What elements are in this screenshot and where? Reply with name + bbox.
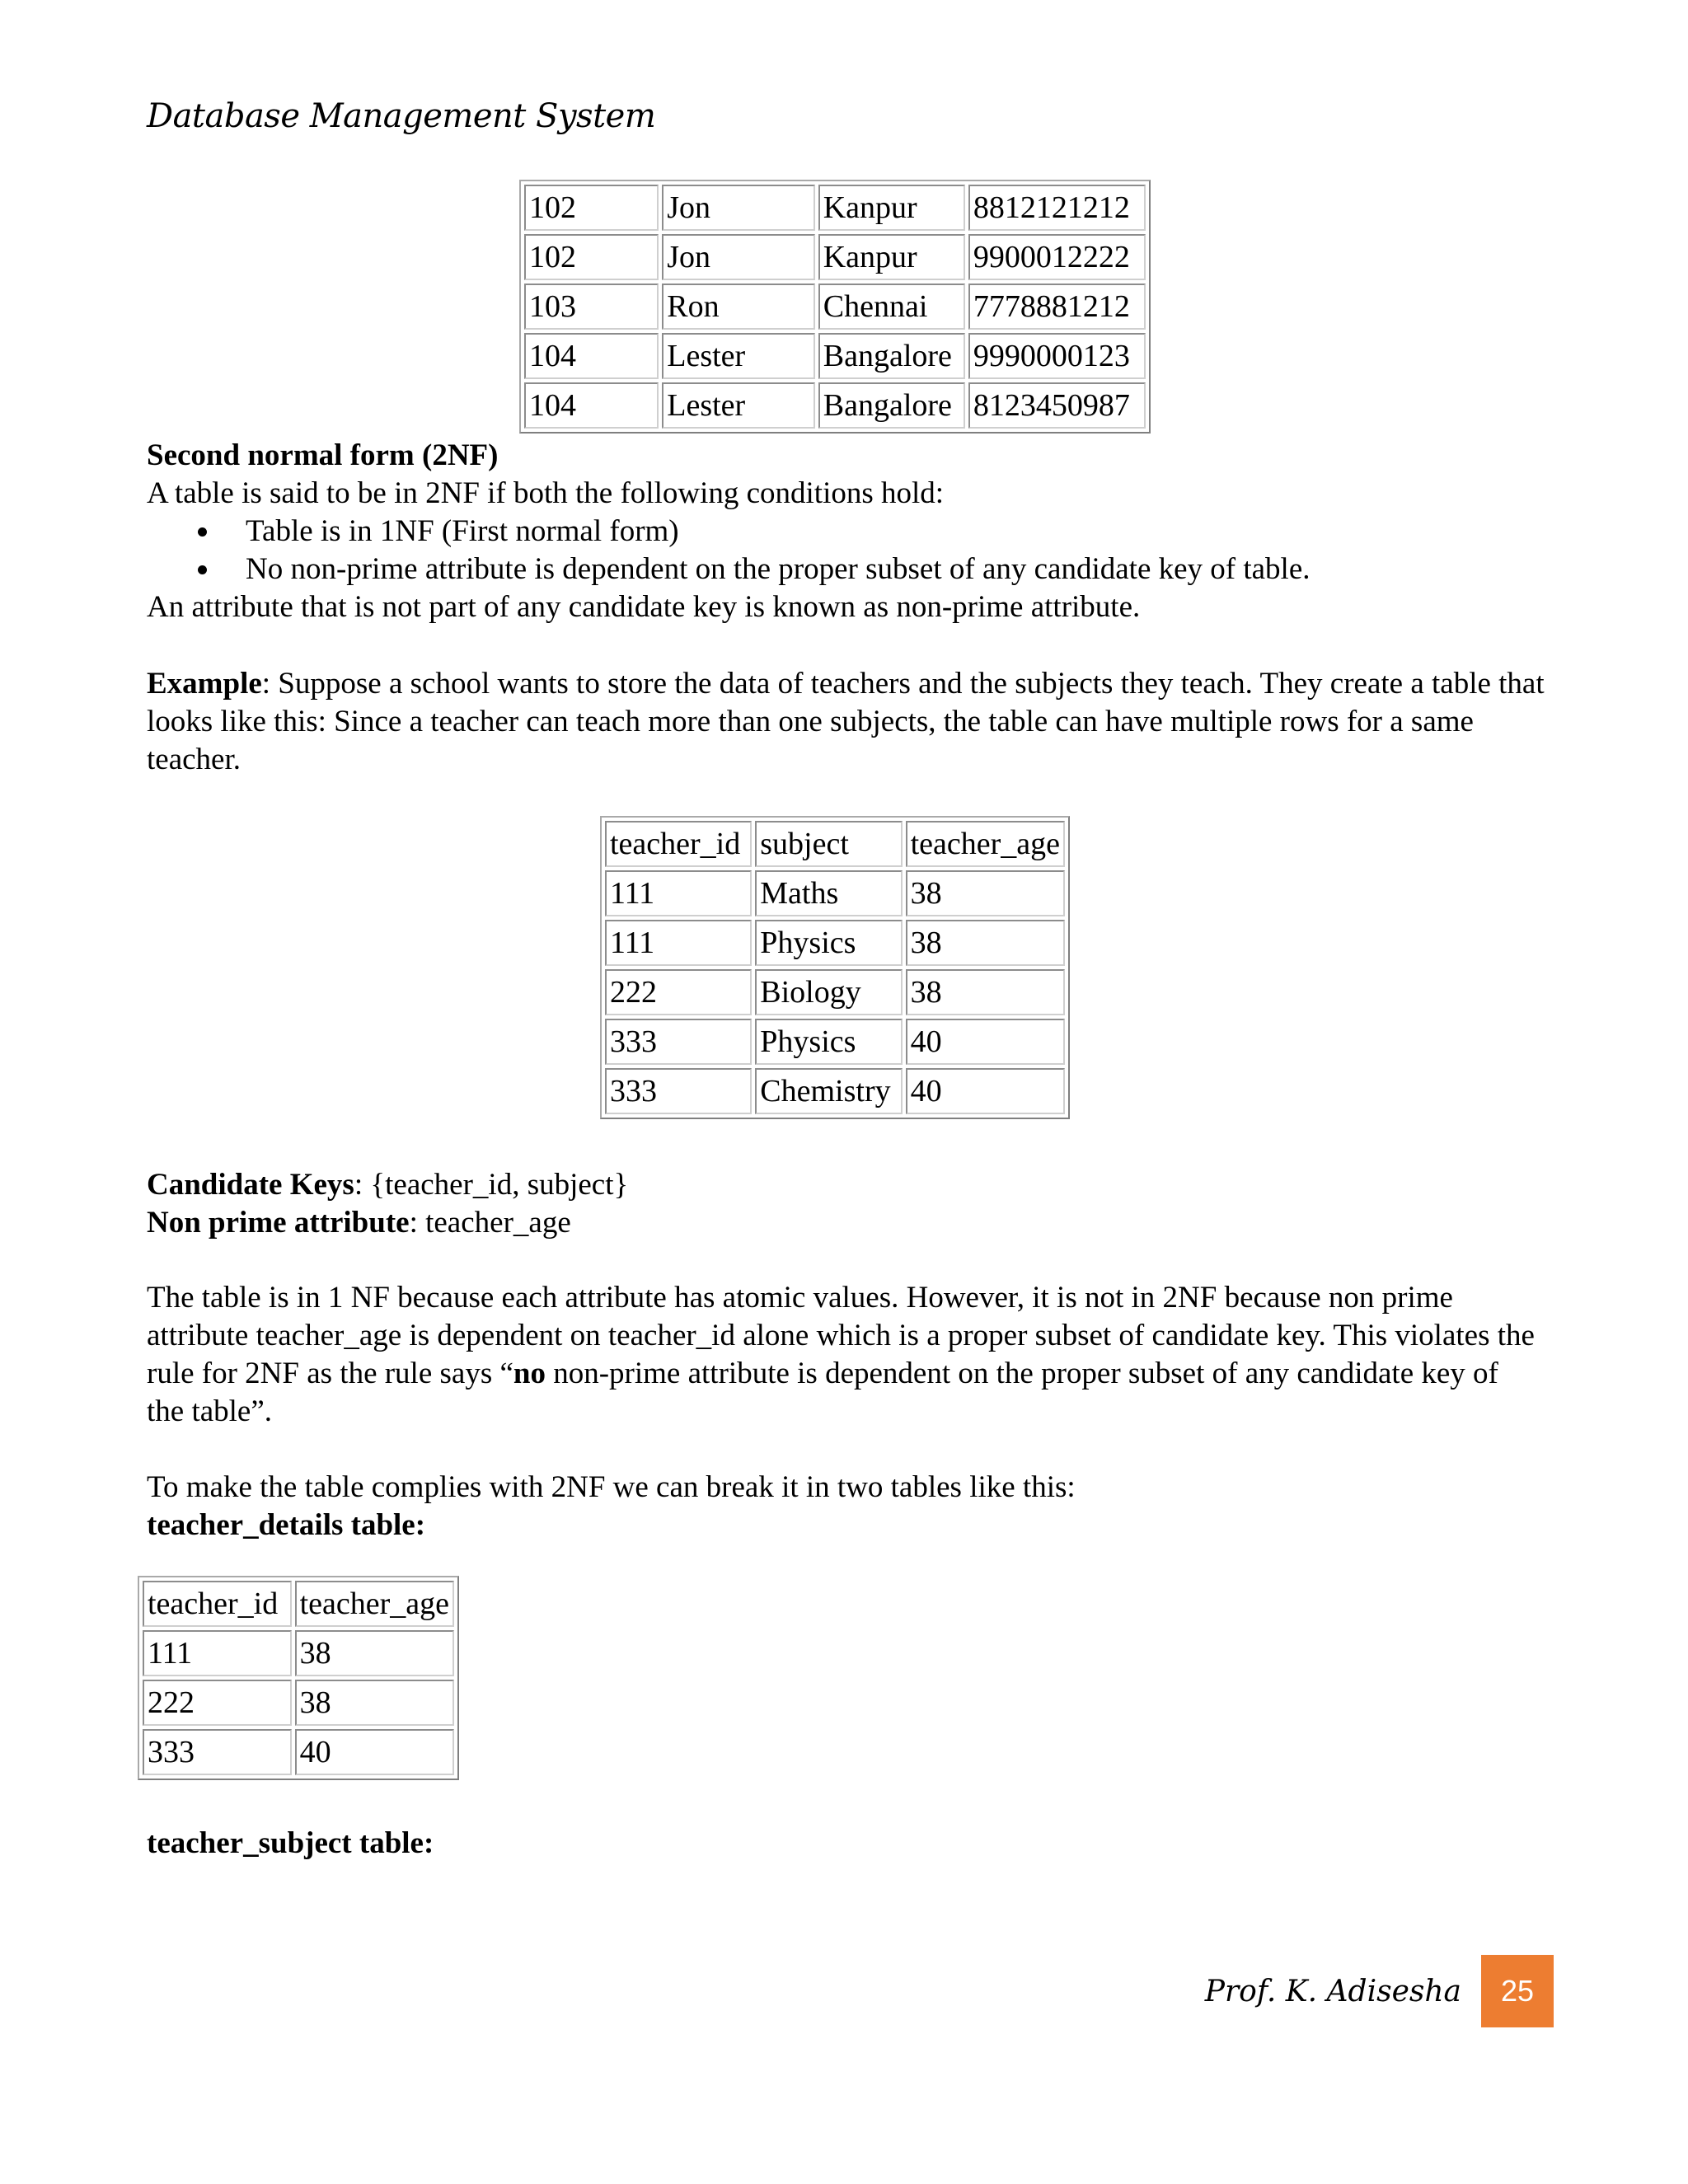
student-phone-table bbox=[519, 180, 1151, 434]
table-cell: 111 bbox=[605, 870, 752, 916]
list-item-text: No non-prime attribute is dependent on the proper subset of any candidate key of table. bbox=[246, 552, 1311, 586]
table-cell: 8123450987 bbox=[968, 382, 1146, 429]
table-row bbox=[143, 1680, 454, 1726]
explanation-bold-word: no bbox=[513, 1357, 546, 1390]
teacher-table bbox=[600, 816, 1070, 1119]
table-row bbox=[605, 969, 1065, 1015]
keys-block bbox=[147, 1166, 1548, 1242]
table-row bbox=[605, 1019, 1065, 1065]
teacher-table-body bbox=[605, 821, 1065, 1114]
table-row bbox=[524, 284, 1146, 330]
details-table-heading: teacher_details table: bbox=[147, 1508, 426, 1542]
table-cell: 38 bbox=[906, 969, 1065, 1015]
table-cell: Jon bbox=[662, 185, 815, 231]
table-cell: 333 bbox=[143, 1729, 292, 1775]
table-header-cell: teacher_age bbox=[906, 821, 1065, 867]
table-row bbox=[524, 333, 1146, 379]
table-cell: 9990000123 bbox=[968, 333, 1146, 379]
table-cell: 38 bbox=[295, 1630, 454, 1676]
table-cell: 111 bbox=[143, 1630, 292, 1676]
bullet-icon bbox=[198, 565, 207, 574]
table-row bbox=[605, 920, 1065, 966]
teacher-details-table bbox=[138, 1576, 459, 1780]
nonprime-label: Non prime attribute bbox=[147, 1206, 410, 1240]
table-row bbox=[524, 234, 1146, 280]
explanation-paragraph bbox=[147, 1279, 1540, 1431]
table-cell: 8812121212 bbox=[968, 185, 1146, 231]
table-cell: Chemistry bbox=[755, 1068, 902, 1114]
section-heading-2nf: Second normal form (2NF) bbox=[147, 438, 499, 472]
table-header-cell: teacher_age bbox=[295, 1581, 454, 1627]
table-row bbox=[524, 382, 1146, 429]
example-paragraph bbox=[147, 665, 1548, 779]
table-cell: 104 bbox=[524, 333, 659, 379]
table-cell: 38 bbox=[906, 870, 1065, 916]
footer-author: Prof. K. Adisesha bbox=[1204, 1975, 1461, 2008]
nonprime-definition: An attribute that is not part of any candidate key is known as non-prime attribute. bbox=[147, 590, 1141, 624]
nonprime-line bbox=[147, 1204, 1548, 1242]
table-cell: 333 bbox=[605, 1068, 752, 1114]
student-phone-table-body bbox=[524, 185, 1146, 429]
split-section bbox=[147, 1469, 1548, 1544]
table-cell: 38 bbox=[295, 1680, 454, 1726]
table-cell: 7778881212 bbox=[968, 284, 1146, 330]
bullet-icon bbox=[198, 527, 207, 537]
table-cell: Chennai bbox=[818, 284, 965, 330]
table-cell: Biology bbox=[755, 969, 902, 1015]
table-cell: Lester bbox=[662, 333, 815, 379]
table-cell: Kanpur bbox=[818, 234, 965, 280]
conditions-list bbox=[147, 513, 1564, 588]
table-cell: Lester bbox=[662, 382, 815, 429]
split-intro: To make the table complies with 2NF we can break it in two tables like this: bbox=[147, 1470, 1076, 1504]
candidate-keys-line bbox=[147, 1166, 1548, 1204]
table-cell: 102 bbox=[524, 234, 659, 280]
table-header-row bbox=[605, 821, 1065, 867]
example-label: Example bbox=[147, 667, 262, 701]
table-row bbox=[143, 1630, 454, 1676]
table-cell: Maths bbox=[755, 870, 902, 916]
table-cell: Ron bbox=[662, 284, 815, 330]
table-cell: 38 bbox=[906, 920, 1065, 966]
page-number-badge: 25 bbox=[1481, 1955, 1554, 2027]
table-cell: 102 bbox=[524, 185, 659, 231]
table-header-cell: teacher_id bbox=[605, 821, 752, 867]
explanation-text-before: The table is in 1 NF because each attribute has atomic values. However, it is not in 2NF because non prime attribute teacher_age is dependent on teacher_id alone which is a proper subset of candidate key. This violates the rule for 2NF as the rule says “ bbox=[147, 1281, 1535, 1390]
table-row bbox=[605, 870, 1065, 916]
list-item bbox=[147, 551, 1564, 588]
example-text: : Suppose a school wants to store the data of teachers and the subjects they teach. They create a table that looks like this: Since a teacher can teach more than one subjects, the table can have multiple rows for a same teacher. bbox=[147, 667, 1545, 776]
table-cell: 222 bbox=[143, 1680, 292, 1726]
explanation-text-after: non-prime attribute is dependent on the proper subset of any candidate key of the table”. bbox=[147, 1357, 1498, 1428]
table-header-row bbox=[143, 1581, 454, 1627]
list-item-text: Table is in 1NF (First normal form) bbox=[246, 514, 679, 548]
candidate-keys-value: : {teacher_id, subject} bbox=[354, 1168, 629, 1202]
page-header-title: Database Management System bbox=[147, 97, 656, 135]
table-cell: 40 bbox=[295, 1729, 454, 1775]
table-header-cell: teacher_id bbox=[143, 1581, 292, 1627]
table-cell: 40 bbox=[906, 1068, 1065, 1114]
table-cell: 111 bbox=[605, 920, 752, 966]
nonprime-value: : teacher_age bbox=[409, 1206, 571, 1240]
list-item bbox=[147, 513, 1564, 551]
candidate-keys-label: Candidate Keys bbox=[147, 1168, 354, 1202]
subject-table-heading: teacher_subject table: bbox=[147, 1826, 434, 1860]
table-cell: Physics bbox=[755, 1019, 902, 1065]
table-row bbox=[524, 185, 1146, 231]
table-cell: Jon bbox=[662, 234, 815, 280]
table-cell: Physics bbox=[755, 920, 902, 966]
table-row bbox=[605, 1068, 1065, 1114]
table-cell: Bangalore bbox=[818, 333, 965, 379]
table-header-cell: subject bbox=[755, 821, 902, 867]
table-cell: Kanpur bbox=[818, 185, 965, 231]
table-cell: 222 bbox=[605, 969, 752, 1015]
table-cell: 9900012222 bbox=[968, 234, 1146, 280]
table-cell: 104 bbox=[524, 382, 659, 429]
table-cell: 40 bbox=[906, 1019, 1065, 1065]
table-cell: Bangalore bbox=[818, 382, 965, 429]
table-cell: 103 bbox=[524, 284, 659, 330]
teacher-details-table-body bbox=[143, 1581, 454, 1775]
table-row bbox=[143, 1729, 454, 1775]
table-cell: 333 bbox=[605, 1019, 752, 1065]
section-2nf bbox=[147, 437, 1564, 626]
section-2nf-intro: A table is said to be in 2NF if both the following conditions hold: bbox=[147, 476, 945, 510]
